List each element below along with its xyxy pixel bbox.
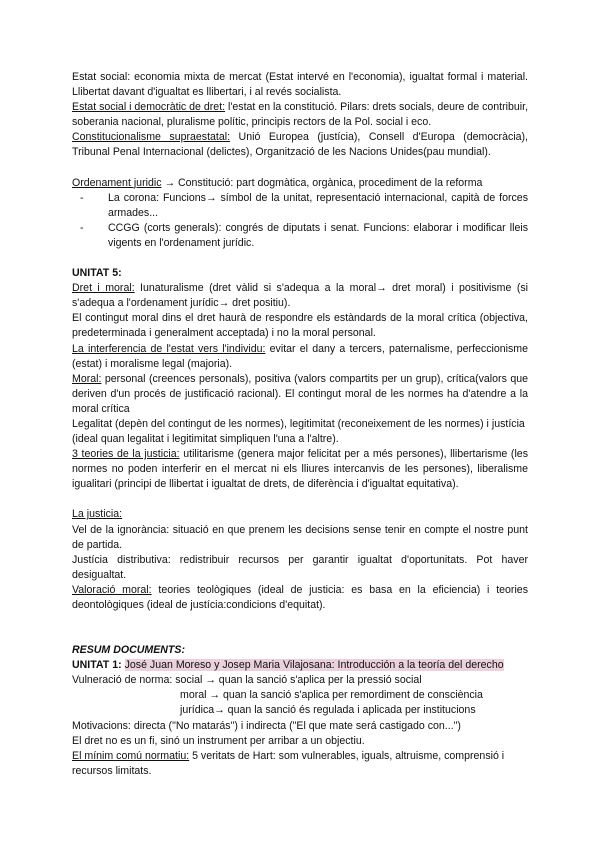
- bullet-list: [72, 191, 528, 251]
- paragraph-justicia-distributiva: Justícia distributiva: redistribuir recursos per garantir igualtat d'oportunitats. Pot haver desigualtat.: [72, 553, 528, 581]
- text-ordenament: → Constitució: part dogmàtica, orgànica, procediment de la reforma: [161, 176, 483, 189]
- bullet-ccgg: - CCGG (corts generals): congrés de diputats i senat. Funcions: elaborar i modificar lleis vigents en l'ordenament jurídic.: [80, 221, 528, 251]
- vulneracio-line-1: Vulneració de norma: social → quan la sanció s'aplica per la pressió social: [72, 674, 422, 687]
- paragraph-teories-justicia: [72, 447, 528, 492]
- term-moral: Moral:: [72, 372, 102, 385]
- term-dret-moral: Dret i moral:: [72, 282, 135, 295]
- text-constitucionalisme: Unió Europea (justícia), Consell d'Europa (democràcia), Tribunal Penal Internacional (delictes), Organització de les Nacions Unides(pau mundial).: [72, 131, 528, 159]
- term-interferencia: La interferencia de l'estat vers l'individu:: [72, 342, 266, 355]
- unitat-1-label: UNITAT 1:: [72, 659, 122, 672]
- paragraph-moral: [72, 372, 528, 417]
- paragraph-valoracio-moral: [72, 583, 528, 613]
- paragraph-contingut-moral: El contingut moral dins el dret haurà de respondre els estàndards de la moral crítica (objectiva, predeterminada i generalment acceptada) i no la moral personal.: [72, 312, 528, 340]
- paragraph-dret-moral: [72, 281, 528, 311]
- paragraph-interferencia: [72, 342, 528, 372]
- term-valoracio-moral: Valoració moral:: [72, 583, 152, 596]
- paragraph-dret-fi: El dret no es un fi, sinó un instrument per arribar a un objectiu.: [72, 734, 365, 747]
- document-page: [72, 70, 528, 779]
- paragraph-legalitat: Legalitat (depèn del contingut de les normes), legitimitat (reconeixement de les normes) i justícia (ideal quan legalitat i legitimitat simpliquen l'una a l'altre).: [72, 417, 525, 446]
- paragraph-ordenament: [72, 176, 528, 191]
- term-ordenament: Ordenament juridic: [72, 176, 162, 189]
- bullet-corona: - La corona: Funcions→ símbol de la unitat, representació internacional, capità de forces armades...: [80, 191, 528, 221]
- term-teories-justicia: 3 teories de la justicia:: [72, 448, 180, 461]
- paragraph-constitucionalisme: [72, 130, 528, 160]
- unitat-1-line: [72, 658, 528, 673]
- text-dret-moral: Iunaturalisme (dret vàlid si s'adequa a la moral→ dret moral) i positivisme (si s'adequa a l'ordenament jurídic→ dret positiu).: [72, 282, 528, 310]
- paragraph-minim-comu: [72, 749, 528, 779]
- term-minim-comu: El mínim comú normatiu:: [72, 749, 190, 762]
- text-teories-justicia: utilitarisme (genera major felicitat per a més persones), llibertarisme (les normes no poden interferir en el mercat ni els lliures intercanvis de les persones), liberalisme igualitari (principi de llibertat i igualtat de drets, de diferència i d'igualtat equitativa).: [72, 448, 528, 491]
- paragraph-vel-ignorancia: Vel de la ignorància: situació en que prenem les decisions sense tenir en compte el nostre punt de partida.: [72, 523, 528, 551]
- paragraph-motivacions: Motivacions: directa ("No matarás") i indirecta ("El que mate será castigado con..."): [72, 719, 461, 732]
- text-moral: personal (creences personals), positiva (valors compartits per un grup), crítica(valors que deriven d'un procés de justificació racional). El contingut moral de les normes ha d'atendre a la moral crítica: [72, 372, 528, 415]
- paragraph-estat-democratic: [72, 100, 528, 130]
- heading-justicia: La justicia:: [72, 508, 123, 521]
- text-minim-comu: 5 veritats de Hart: som vulnerables, iguals, altruisme, comprensió i recursos limitats.: [72, 749, 505, 777]
- term-constitucionalisme: Constitucionalisme supraestatal:: [72, 131, 231, 144]
- vulneracio-line-2: moral → quan la sanció s'aplica per remordiment de consciència: [180, 689, 483, 702]
- unitat-1-highlight: José Juan Moreso y Josep Maria Vilajosana: Introducción a la teoría del derecho: [124, 659, 504, 672]
- vulneracio-line-3: jurídica→ quan la sanció és regulada i aplicada per institucions: [180, 704, 476, 717]
- text-valoracio-moral: teories teològiques (ideal de justicia: es basa en la eficiencia) i teories deontològiques (ideal de justícia:condicions d'equitat).: [72, 583, 528, 611]
- term-estat-democratic: Estat social i democràtic de dret:: [72, 101, 226, 114]
- heading-unitat-5: UNITAT 5:: [72, 267, 122, 280]
- text-interferencia: evitar el dany a tercers, paternalisme, perfeccionisme (estat) i moralisme legal (majoria).: [72, 342, 528, 370]
- text-estat-democratic: l'estat en la constitució. Pilars: drets socials, deure de contribuir, soberania nacional, pluralisme polític, principis rectors de la Pol. social i eco.: [72, 101, 529, 129]
- paragraph-estat-social: Estat social: economia mixta de mercat (Estat intervé en l'economia), igualtat formal i material. Llibertat davant d'igualtat es llibertari, i al revés socialista.: [72, 71, 528, 99]
- heading-resum-documents: RESUM DOCUMENTS:: [72, 644, 185, 657]
